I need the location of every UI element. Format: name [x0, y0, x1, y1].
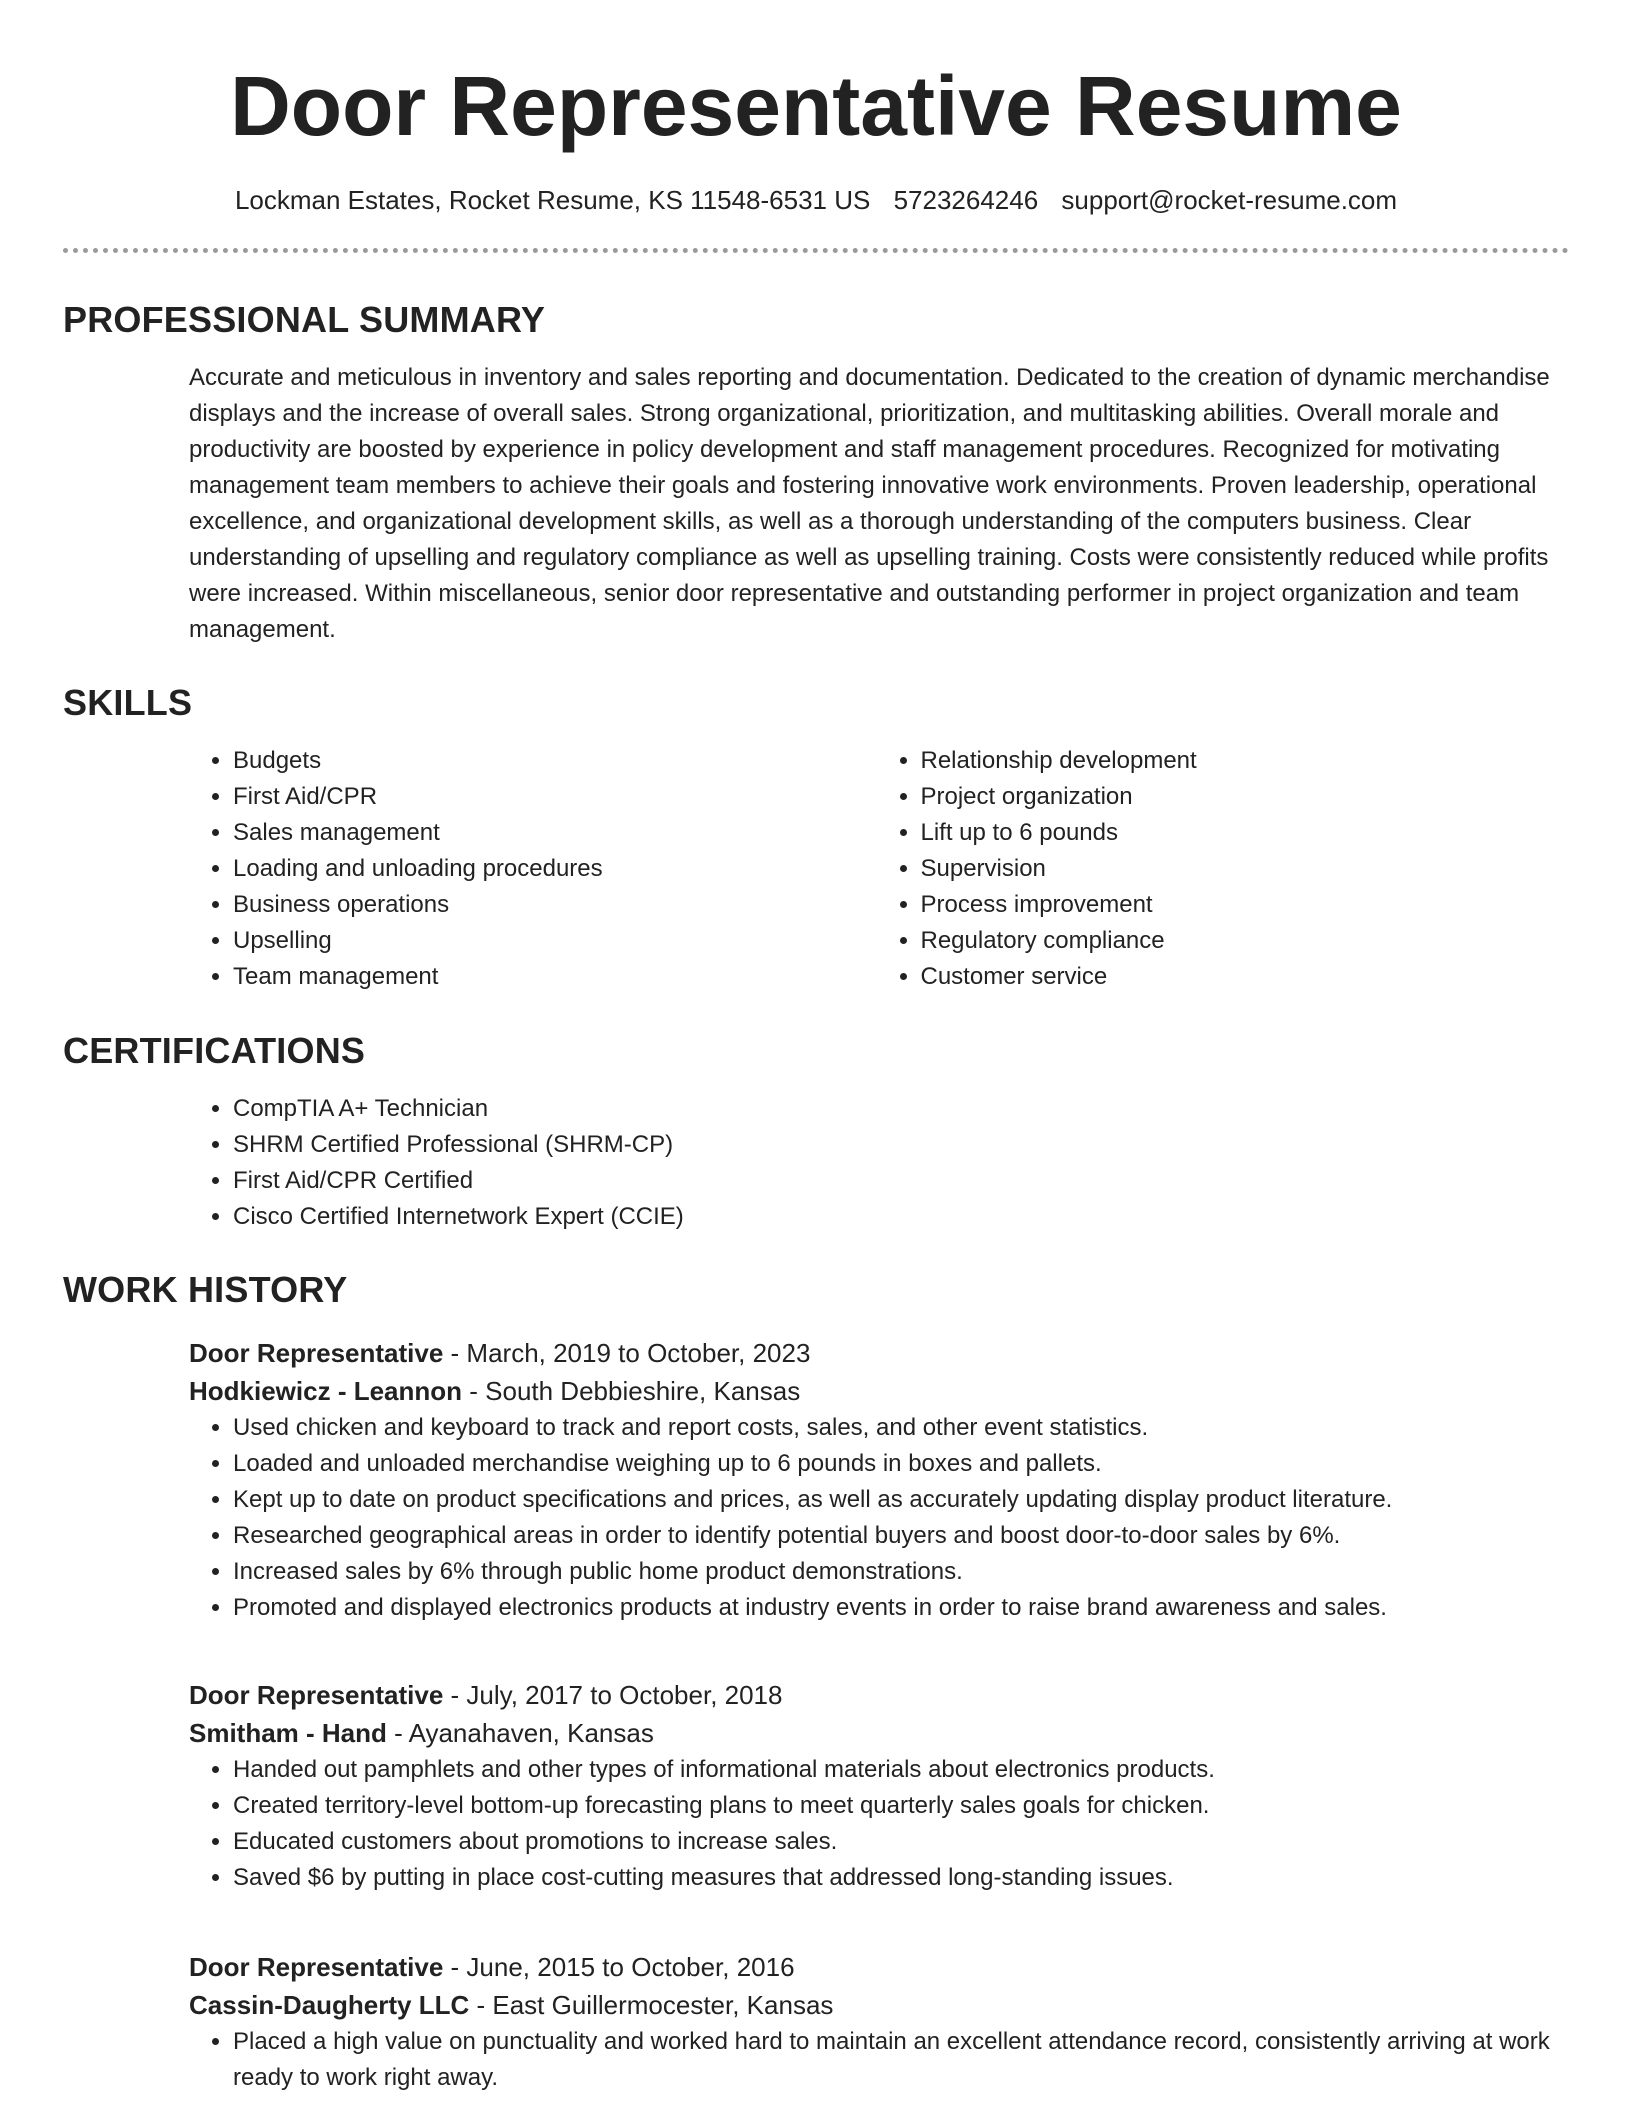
list-item: • Cisco Certified Internetwork Expert (CCIE)	[233, 1199, 1632, 1235]
list-item: • Relationship development	[921, 743, 1565, 779]
list-item: • Researched geographical areas in order to identify potential buyers and boost door-to-door sales by 6%.	[233, 1518, 1564, 1554]
list-item: • First Aid/CPR Certified	[233, 1163, 1632, 1199]
summary-text: Accurate and meticulous in inventory and sales reporting and documentation. Dedicated to the creation of dynamic merchandise displays and the increase of overall sales. Strong organizational, prioritization, and multitasking abilities. Overall morale and productivity are boosted by experience in policy development and staff management procedures. Recognized for motivating management team members to achieve their goals and fostering innovative work environments. Proven leadership, operational excellence, and organizational development skills, as well as a thorough understanding of the computers business. Clear understanding of upselling and regulatory compliance as well as upselling training. Costs were consistently reduced while profits were increased. Within miscellaneous, senior door representative and outstanding performer in project organization and team management.	[189, 364, 1550, 643]
job-entry	[189, 1334, 1564, 1626]
job-company-line	[189, 1372, 1564, 1410]
job-title: Door Representative	[189, 1680, 444, 1710]
job-location: - Ayanahaven, Kansas	[386, 1718, 654, 1748]
list-item: • Used chicken and keyboard to track and report costs, sales, and other event statistics.	[233, 1410, 1564, 1446]
contact-phone: 5723264246	[893, 185, 1039, 215]
job-entry	[189, 1676, 1564, 1896]
list-item: • Saved $6 by putting in place cost-cutting measures that addressed long-standing issues.	[233, 1860, 1564, 1896]
job-company: Smitham - Hand	[189, 1718, 387, 1748]
job-title-line	[189, 1676, 1564, 1714]
certifications-list	[189, 1091, 1632, 1235]
job-company: Hodkiewicz - Leannon	[189, 1376, 463, 1406]
job-dates: - March, 2019 to October, 2023	[443, 1338, 811, 1368]
job-duties-list	[189, 1752, 1564, 1896]
contact-address: Lockman Estates, Rocket Resume, KS 11548-6531 US	[234, 185, 871, 215]
list-item: • Sales management	[233, 815, 877, 851]
contact-line	[0, 183, 1632, 217]
list-item: • Business operations	[233, 887, 877, 923]
list-item: • Kept up to date on product specifications and prices, as well as accurately updating display product literature.	[233, 1482, 1564, 1518]
summary-section	[0, 298, 1632, 648]
job-title-line	[189, 1948, 1564, 1986]
skills-right-list	[877, 743, 1565, 995]
list-item: • Increased sales by 6% through public home product demonstrations.	[233, 1554, 1564, 1590]
certifications-section	[0, 1029, 1632, 1235]
skills-heading: SKILLS	[63, 682, 193, 723]
list-item: • Process improvement	[921, 887, 1565, 923]
work-history-heading: WORK HISTORY	[63, 1269, 348, 1310]
list-item: • Educated customers about promotions to increase sales.	[233, 1824, 1564, 1860]
job-dates: - June, 2015 to October, 2016	[443, 1952, 795, 1982]
list-item: • First Aid/CPR	[233, 779, 877, 815]
job-location: - South Debbieshire, Kansas	[462, 1376, 801, 1406]
header-divider	[63, 248, 1569, 253]
list-item: • Project organization	[921, 779, 1565, 815]
list-item: • Supervision	[921, 851, 1565, 887]
summary-heading: PROFESSIONAL SUMMARY	[63, 299, 546, 340]
skills-columns	[189, 743, 1564, 995]
list-item: • Regulatory compliance	[921, 923, 1565, 959]
skills-section	[0, 681, 1632, 995]
list-item: • Lift up to 6 pounds	[921, 815, 1565, 851]
job-dates: - July, 2017 to October, 2018	[443, 1680, 783, 1710]
resume-title: Door Representative Resume	[230, 59, 1402, 153]
job-entry	[189, 1948, 1564, 2096]
job-title-line	[189, 1334, 1564, 1372]
job-company-line	[189, 1986, 1564, 2024]
job-company-line	[189, 1714, 1564, 1752]
list-item: • Team management	[233, 959, 877, 995]
list-item: • Budgets	[233, 743, 877, 779]
list-item: • Customer service	[921, 959, 1565, 995]
list-item: • Created territory-level bottom-up forecasting plans to meet quarterly sales goals for chicken.	[233, 1788, 1564, 1824]
certifications-heading: CERTIFICATIONS	[63, 1030, 366, 1071]
list-item: • Loading and unloading procedures	[233, 851, 877, 887]
job-location: - East Guillermocester, Kansas	[469, 1990, 834, 2020]
contact-email: support@rocket-resume.com	[1061, 185, 1398, 215]
list-item: • Loaded and unloaded merchandise weighing up to 6 pounds in boxes and pallets.	[233, 1446, 1564, 1482]
job-duties-list	[189, 2024, 1564, 2096]
job-title: Door Representative	[189, 1338, 444, 1368]
certifications-wrap	[189, 1091, 1632, 1235]
job-title: Door Representative	[189, 1952, 444, 1982]
list-item: • CompTIA A+ Technician	[233, 1091, 1632, 1127]
list-item: • Handed out pamphlets and other types of informational materials about electronics products.	[233, 1752, 1564, 1788]
list-item: • Placed a high value on punctuality and worked hard to maintain an excellent attendance record, consistently arriving at work ready to work right away.	[233, 2024, 1564, 2096]
skills-left-list	[189, 743, 877, 995]
list-item: • SHRM Certified Professional (SHRM-CP)	[233, 1127, 1632, 1163]
list-item: • Promoted and displayed electronics products at industry events in order to raise brand awareness and sales.	[233, 1590, 1564, 1626]
list-item: • Upselling	[233, 923, 877, 959]
job-company: Cassin-Daugherty LLC	[189, 1990, 470, 2020]
work-history-section	[0, 1268, 1632, 1312]
job-duties-list	[189, 1410, 1564, 1626]
